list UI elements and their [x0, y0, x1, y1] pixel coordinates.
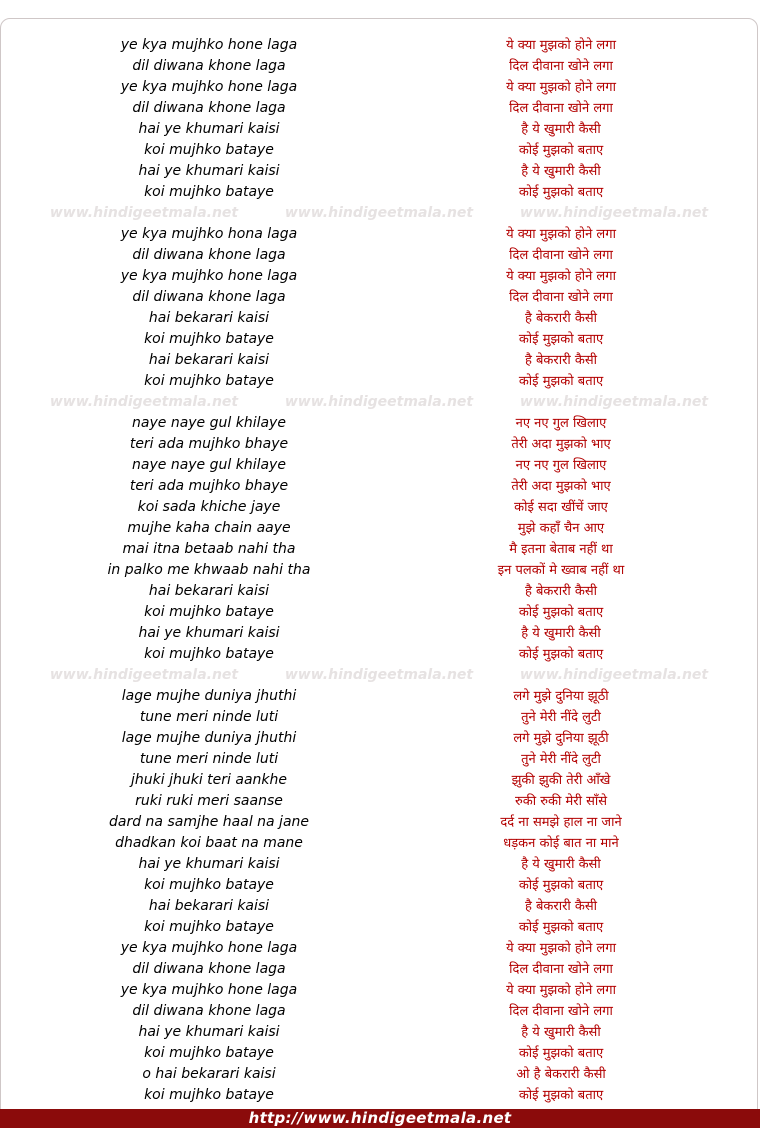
watermark-text: www.hindigeetmala.net — [49, 394, 239, 410]
watermark-text: www.hindigeetmala.net — [49, 205, 239, 221]
lyric-roman: ye kya mujhko hone laga — [120, 268, 298, 284]
footer-url-banner[interactable]: http://www.hindigeetmala.net — [0, 1109, 760, 1128]
lyric-roman: dil diwana khone laga — [132, 1003, 286, 1019]
lyric-hindi: है बेकरारी कैसी — [524, 311, 598, 326]
lyric-hindi: ये क्या मुझको होने लगा — [506, 38, 616, 53]
lyric-line — [1, 1064, 758, 1085]
lyric-line — [1, 350, 758, 371]
lyric-line — [1, 35, 758, 56]
lyric-hindi: ये क्या मुझको होने लगा — [506, 269, 616, 284]
lyric-roman: koi mujhko bataye — [144, 331, 274, 347]
lyric-roman: koi mujhko bataye — [144, 1087, 274, 1103]
watermark-text: www.hindigeetmala.net — [284, 394, 474, 410]
lyric-hindi: है बेकरारी कैसी — [524, 899, 598, 914]
lyric-hindi: ये क्या मुझको होने लगा — [506, 983, 616, 998]
lyric-roman: dard na samjhe haal na jane — [108, 814, 310, 830]
lyric-roman: hai bekarari kaisi — [148, 310, 270, 326]
lyric-hindi: झुकी झुकी तेरी आँखे — [511, 773, 611, 788]
lyric-line — [1, 1001, 758, 1022]
lyric-hindi: कोई मुझको बताए — [518, 647, 604, 662]
lyric-hindi: दिल दीवाना खोने लगा — [509, 101, 613, 116]
lyric-roman: mai itna betaab nahi tha — [122, 541, 296, 557]
lyric-line — [1, 308, 758, 329]
lyric-roman: dil diwana khone laga — [132, 58, 286, 74]
lyric-roman: ruki ruki meri saanse — [135, 793, 283, 809]
lyric-hindi: दिल दीवाना खोने लगा — [509, 1004, 613, 1019]
lyric-line — [1, 812, 758, 833]
lyric-roman: koi mujhko bataye — [144, 1045, 274, 1061]
lyric-line — [1, 497, 758, 518]
lyric-roman: in palko me khwaab nahi tha — [107, 562, 311, 578]
lyric-roman: hai bekarari kaisi — [148, 583, 270, 599]
lyric-line — [1, 434, 758, 455]
lyric-hindi: है ये खुमारी कैसी — [521, 164, 601, 179]
lyric-roman: lage mujhe duniya jhuthi — [121, 688, 297, 704]
lyric-line — [1, 917, 758, 938]
lyric-line — [1, 539, 758, 560]
lyric-hindi: दिल दीवाना खोने लगा — [509, 59, 613, 74]
lyric-line — [1, 287, 758, 308]
lyric-roman: naye naye gul khilaye — [132, 415, 286, 431]
lyric-line — [1, 413, 758, 434]
lyric-hindi: कोई मुझको बताए — [518, 1046, 604, 1061]
lyric-roman: ye kya mujhko hona laga — [120, 226, 298, 242]
lyric-line — [1, 182, 758, 203]
lyric-roman: hai bekarari kaisi — [148, 352, 270, 368]
lyric-roman: ye kya mujhko hone laga — [120, 940, 298, 956]
lyric-hindi: कोई मुझको बताए — [518, 185, 604, 200]
lyric-roman: hai ye khumari kaisi — [138, 163, 280, 179]
lyric-roman: tune meri ninde luti — [139, 751, 279, 767]
watermark-text: www.hindigeetmala.net — [284, 205, 474, 221]
lyric-hindi: है ये खुमारी कैसी — [521, 857, 601, 872]
lyric-hindi: मै इतना बेताब नहीं था — [509, 542, 613, 557]
lyric-hindi: धड़कन कोई बात ना माने — [503, 836, 619, 851]
watermark-row — [1, 392, 758, 412]
lyric-line — [1, 833, 758, 854]
lyric-roman: hai ye khumari kaisi — [138, 625, 280, 641]
lyric-roman: ye kya mujhko hone laga — [120, 982, 298, 998]
lyric-line — [1, 455, 758, 476]
lyric-line — [1, 98, 758, 119]
lyric-line — [1, 644, 758, 665]
lyric-line — [1, 140, 758, 161]
watermark-text: www.hindigeetmala.net — [49, 667, 239, 683]
lyric-line — [1, 1085, 758, 1106]
lyric-roman: hai ye khumari kaisi — [138, 856, 280, 872]
lyric-roman: koi mujhko bataye — [144, 184, 274, 200]
lyric-line — [1, 791, 758, 812]
lyric-hindi: रुकी रुकी मेरी साँसे — [514, 794, 608, 809]
watermark-text: www.hindigeetmala.net — [519, 205, 709, 221]
lyric-roman: ye kya mujhko hone laga — [120, 37, 298, 53]
lyric-line — [1, 77, 758, 98]
lyric-line — [1, 224, 758, 245]
lyric-roman: dil diwana khone laga — [132, 289, 286, 305]
lyric-hindi: ये क्या मुझको होने लगा — [506, 227, 616, 242]
lyric-hindi: कोई मुझको बताए — [518, 332, 604, 347]
lyric-hindi: कोई मुझको बताए — [518, 920, 604, 935]
lyric-hindi: दर्द ना समझे हाल ना जाने — [500, 815, 622, 830]
lyric-line — [1, 266, 758, 287]
lyric-hindi: नए नए गुल खिलाए — [515, 458, 607, 473]
lyric-hindi: कोई मुझको बताए — [518, 878, 604, 893]
watermark-text: www.hindigeetmala.net — [519, 394, 709, 410]
lyric-roman: dil diwana khone laga — [132, 100, 286, 116]
lyric-roman: hai ye khumari kaisi — [138, 1024, 280, 1040]
lyric-line — [1, 581, 758, 602]
lyric-hindi: कोई मुझको बताए — [518, 605, 604, 620]
lyric-line — [1, 518, 758, 539]
lyric-line — [1, 854, 758, 875]
lyric-line — [1, 686, 758, 707]
lyric-line — [1, 770, 758, 791]
lyric-hindi: तुने मेरी नींदे लुटी — [521, 752, 601, 767]
watermark-row — [1, 203, 758, 223]
lyric-hindi: ये क्या मुझको होने लगा — [506, 80, 616, 95]
watermark-text: www.hindigeetmala.net — [519, 667, 709, 683]
lyric-line — [1, 938, 758, 959]
lyric-line — [1, 560, 758, 581]
lyric-hindi: है ये खुमारी कैसी — [521, 1025, 601, 1040]
lyric-roman: teri ada mujhko bhaye — [129, 478, 289, 494]
lyric-hindi: मुझे कहाँ चैन आए — [517, 521, 605, 536]
lyric-line — [1, 161, 758, 182]
lyric-roman: teri ada mujhko bhaye — [129, 436, 289, 452]
lyric-line — [1, 476, 758, 497]
lyric-hindi: इन पलकों मे ख्वाब नहीं था — [497, 563, 625, 578]
lyric-hindi: कोई मुझको बताए — [518, 1088, 604, 1103]
lyric-roman: tune meri ninde luti — [139, 709, 279, 725]
watermark-text: www.hindigeetmala.net — [284, 667, 474, 683]
lyric-line — [1, 1043, 758, 1064]
lyric-line — [1, 623, 758, 644]
lyric-roman: koi mujhko bataye — [144, 877, 274, 893]
lyric-hindi: दिल दीवाना खोने लगा — [509, 962, 613, 977]
lyric-line — [1, 119, 758, 140]
lyric-line — [1, 56, 758, 77]
lyric-roman: hai ye khumari kaisi — [138, 121, 280, 137]
lyric-line — [1, 959, 758, 980]
lyric-line — [1, 896, 758, 917]
lyric-roman: jhuki jhuki teri aankhe — [131, 772, 287, 788]
lyric-roman: koi mujhko bataye — [144, 604, 274, 620]
lyric-hindi: कोई मुझको बताए — [518, 143, 604, 158]
lyric-roman: koi mujhko bataye — [144, 919, 274, 935]
lyric-roman: dil diwana khone laga — [132, 247, 286, 263]
lyric-hindi: दिल दीवाना खोने लगा — [509, 248, 613, 263]
lyric-line — [1, 1022, 758, 1043]
lyrics-card — [0, 18, 758, 1126]
lyric-hindi: दिल दीवाना खोने लगा — [509, 290, 613, 305]
lyric-hindi: लगे मुझे दुनिया झूठी — [513, 689, 609, 704]
lyric-roman: dil diwana khone laga — [132, 961, 286, 977]
lyric-hindi: कोई मुझको बताए — [518, 374, 604, 389]
lyric-hindi: लगे मुझे दुनिया झूठी — [513, 731, 609, 746]
lyric-line — [1, 245, 758, 266]
lyric-roman: lage mujhe duniya jhuthi — [121, 730, 297, 746]
lyric-hindi: ये क्या मुझको होने लगा — [506, 941, 616, 956]
watermark-row — [1, 665, 758, 685]
lyric-hindi: है बेकरारी कैसी — [524, 584, 598, 599]
lyric-hindi: है बेकरारी कैसी — [524, 353, 598, 368]
lyric-hindi: कोई सदा खींचें जाए — [514, 500, 608, 515]
lyric-line — [1, 371, 758, 392]
lyric-line — [1, 728, 758, 749]
lyric-roman: koi mujhko bataye — [144, 373, 274, 389]
lyric-line — [1, 980, 758, 1001]
lyric-roman: mujhe kaha chain aaye — [127, 520, 291, 536]
lyric-hindi: तेरी अदा मुझको भाए — [511, 437, 611, 452]
lyric-line — [1, 749, 758, 770]
lyric-line — [1, 602, 758, 623]
lyric-roman: ye kya mujhko hone laga — [120, 79, 298, 95]
lyric-hindi: तेरी अदा मुझको भाए — [511, 479, 611, 494]
lyric-roman: dhadkan koi baat na mane — [115, 835, 303, 851]
lyric-hindi: है ये खुमारी कैसी — [521, 122, 601, 137]
lyric-hindi: तुने मेरी नींदे लुटी — [521, 710, 601, 725]
lyric-roman: hai bekarari kaisi — [148, 898, 270, 914]
lyric-line — [1, 329, 758, 350]
lyric-hindi: नए नए गुल खिलाए — [515, 416, 607, 431]
lyric-line — [1, 875, 758, 896]
lyric-hindi: है ये खुमारी कैसी — [521, 626, 601, 641]
lyric-roman: o hai bekarari kaisi — [142, 1066, 276, 1082]
lyric-roman: koi mujhko bataye — [144, 646, 274, 662]
lyric-roman: naye naye gul khilaye — [132, 457, 286, 473]
lyric-line — [1, 707, 758, 728]
lyric-hindi: ओ है बेकरारी कैसी — [516, 1067, 606, 1082]
lyric-roman: koi mujhko bataye — [144, 142, 274, 158]
lyric-roman: koi sada khiche jaye — [137, 499, 281, 515]
